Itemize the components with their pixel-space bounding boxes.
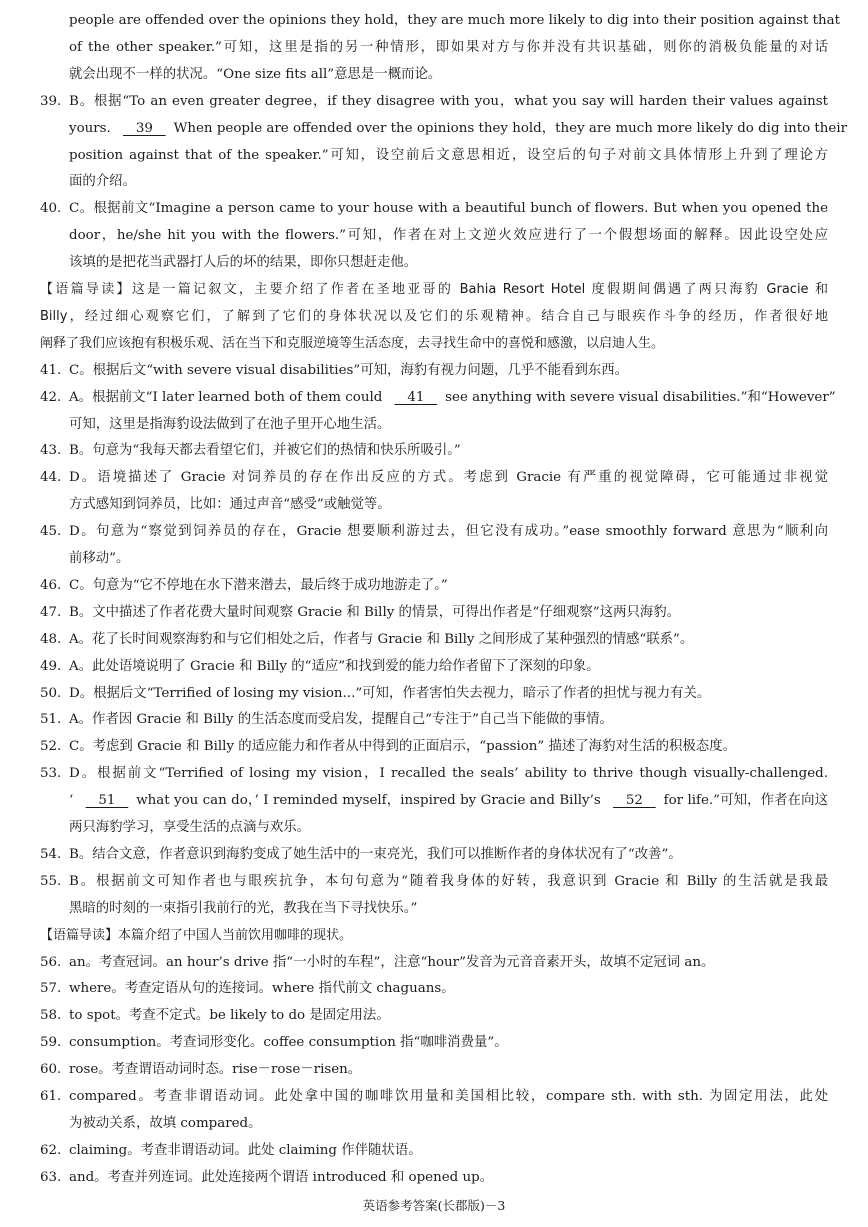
answer-line — [0, 546, 868, 572]
answer-line — [0, 896, 868, 922]
answer-text: Billy，经过细心观察它们，了解到了它们的身体状况以及它们的乐观精神。结合自己与眼疾作斗争的经历，作者很好地 — [40, 308, 828, 324]
answer-text: C。根据前文“Imagine a person came to your house with a beautiful bunch of flowers. But when you opened the — [69, 201, 828, 217]
answer-line — [0, 707, 868, 733]
answer-line — [0, 627, 868, 653]
answer-text-fragment: A。根据前文“I later learned both of them could — [69, 389, 383, 405]
answer-text: door，he/she hit you with the flowers.”可知，作者在对上文逆火效应进行了一个假想场面的解释。因此设空处应 — [69, 228, 828, 244]
answer-text: D。句意为“察觉到饲养员的存在，Gracie 想要顺利游过去，但它没有成功。”ease smoothly forward 意思为“顺利向 — [69, 524, 828, 540]
answer-text: B。句意为“我每天都去看望它们，并被它们的热情和快乐所吸引。” — [69, 443, 461, 459]
answer-line — [0, 950, 868, 976]
answer-line — [0, 169, 868, 195]
question-number: 53. — [40, 766, 62, 782]
answer-text: B。文中描述了作者花费大量时间观察 Gracie 和 Billy 的情景，可得出作者是“仔细观察”这两只海豹。 — [69, 604, 681, 620]
answer-line — [0, 492, 868, 518]
answer-line — [0, 681, 868, 707]
answer-text: D。语境描述了 Gracie 对饲养员的存在作出反应的方式。考虑到 Gracie 有严重的视觉障碍，它可能通过非视觉 — [69, 470, 828, 486]
question-number: 57. — [40, 981, 62, 997]
question-number: 39. — [40, 93, 62, 109]
answer-text-fragment: see anything with severe visual disabilities.”和“However” — [445, 389, 836, 405]
question-number: 40. — [40, 201, 62, 217]
answer-blank: 39 — [123, 120, 166, 136]
answer-line — [0, 1057, 868, 1083]
answer-line — [0, 734, 868, 760]
answer-line — [0, 438, 868, 464]
answer-text — [69, 788, 828, 814]
answer-text: 阐释了我们应该抱有积极乐观、活在当下和克服逆境等生活态度，去寻找生命中的喜悦和感激，以启迪人生。 — [40, 335, 665, 351]
answer-text: B。结合文意，作者意识到海豹变成了她生活中的一束亮光，我们可以推断作者的身体状况有了“改善”。 — [69, 846, 682, 862]
answer-line — [0, 842, 868, 868]
question-number: 48. — [40, 631, 62, 647]
answer-line — [0, 1111, 868, 1137]
answer-line — [0, 788, 868, 814]
answer-text: D。根据后文“Terrified of losing my vision...”可知，作者害怕失去视力，暗示了作者的担忧与视力有关。 — [69, 685, 711, 701]
answer-text: to spot。考查不定式。be likely to do 是固定用法。 — [69, 1008, 390, 1024]
answer-text: 可知，这里是指海豹设法做到了在池子里开心地生活。 — [69, 416, 391, 432]
answer-text: 【语篇导读】这是一篇记叙文，主要介绍了作者在圣地亚哥的 Bahia Resort Hotel 度假期间偶遇了两只海豹 Gracie 和 — [40, 282, 828, 297]
answer-text: of the other speaker.”可知，这里是指的另一种情形，即如果对方与你并没有共识基础，则你的消极负能量的对话 — [69, 39, 828, 55]
question-number: 47. — [40, 604, 62, 620]
answer-text: C。根据后文“with severe visual disabilities”可知，海豹有视力问题，几乎不能看到东西。 — [69, 362, 629, 378]
page-footer: 英语参考答案(长郡版)－3 — [362, 1198, 506, 1213]
answer-text-fragment: for life.”可知，作者在向这 — [663, 793, 828, 809]
answer-line — [0, 89, 868, 115]
question-number: 55. — [40, 873, 62, 889]
answer-text: and。考查并列连词。此处连接两个谓语 introduced 和 opened up。 — [69, 1169, 494, 1185]
question-number: 59. — [40, 1035, 62, 1051]
passage-guide-line — [0, 304, 868, 330]
answer-line — [0, 62, 868, 88]
passage-guide-line — [0, 277, 868, 303]
answer-line — [0, 385, 868, 411]
answer-line — [0, 815, 868, 841]
answer-line — [0, 761, 868, 787]
answer-line — [0, 465, 868, 491]
answer-line — [0, 143, 868, 169]
answer-line — [0, 1165, 868, 1191]
answer-text: 为被动关系，故填 compared。 — [69, 1115, 262, 1131]
question-number: 62. — [40, 1142, 62, 1158]
answer-text — [69, 116, 848, 142]
answer-text: rose。考查谓语动词时态。rise－rose－risen。 — [69, 1062, 362, 1078]
question-number: 51. — [40, 712, 62, 728]
question-number: 52. — [40, 739, 62, 755]
answer-line — [0, 35, 868, 61]
answer-text: A。花了长时间观察海豹和与它们相处之后，作者与 Gracie 和 Billy 之间形成了某种强烈的情感“联系”。 — [69, 631, 694, 647]
answer-line — [0, 116, 868, 142]
answer-line — [0, 412, 868, 438]
answer-line — [0, 654, 868, 680]
answer-text-fragment: yours. — [69, 120, 111, 136]
question-number: 46. — [40, 577, 62, 593]
answer-text: C。考虑到 Gracie 和 Billy 的适应能力和作者从中得到的正面启示，“passion” 描述了海豹对生活的积极态度。 — [69, 739, 736, 755]
answer-line — [0, 250, 868, 276]
answer-text: position against that of the speaker.”可知，设空前后文意思相近，设空后的句子对前文具体情形上升到了理论方 — [69, 147, 828, 163]
answer-line — [0, 600, 868, 626]
question-number: 44. — [40, 470, 62, 486]
answer-line — [0, 869, 868, 895]
question-number: 50. — [40, 685, 62, 701]
answer-line — [0, 196, 868, 222]
question-number: 41. — [40, 362, 62, 378]
answer-line — [0, 358, 868, 384]
answer-text: 【语篇导读】本篇介绍了中国人当前饮用咖啡的现状。 — [40, 927, 353, 943]
answer-line — [0, 1138, 868, 1164]
answer-text: 前移动”。 — [69, 551, 130, 566]
answer-text: people are offended over the opinions they hold，they are much more likely to dig into their position against that — [69, 13, 840, 28]
passage-guide-line — [0, 331, 868, 357]
question-number: 45. — [40, 524, 62, 540]
question-number: 58. — [40, 1008, 62, 1024]
question-number: 56. — [40, 954, 62, 970]
answer-blank: 41 — [394, 389, 438, 405]
answer-text: 两只海豹学习，享受生活的点滴与欢乐。 — [69, 820, 311, 835]
answer-blank: 51 — [85, 793, 129, 809]
answer-text: compared。考查非谓语动词。此处拿中国的咖啡饮用量和美国相比较，compare sth. with sth. 为固定用法，此处 — [69, 1089, 828, 1104]
question-number: 54. — [40, 846, 62, 862]
answer-line — [0, 1030, 868, 1056]
answer-blank: 52 — [613, 793, 656, 809]
answer-text: B。根据前文可知作者也与眼疾抗争，本句句意为“随着我身体的好转，我意识到 Gracie 和 Billy 的生活就是我最 — [69, 873, 828, 889]
answer-text: 方式感知到饲养员，比如：通过声音“感受”或触觉等。 — [69, 497, 391, 513]
answer-line — [0, 519, 868, 545]
answer-line — [0, 223, 868, 249]
answer-line — [0, 1084, 868, 1110]
answer-text: claiming。考查非谓语动词。此处 claiming 作伴随状语。 — [69, 1142, 422, 1158]
answer-text: consumption。考查词形变化。coffee consumption 指“咖啡消费量”。 — [69, 1035, 508, 1051]
answer-text: A。此处语境说明了 Gracie 和 Billy 的“适应”和找到爱的能力给作者留下了深刻的印象。 — [69, 658, 600, 674]
question-number: 63. — [40, 1169, 62, 1185]
answer-text: an。考查冠词。an hour’s drive 指“一小时的车程”，注意“hour”发音为元音音素开头，故填不定冠词 an。 — [69, 954, 715, 970]
answer-text-fragment: ‘ — [69, 793, 74, 809]
answer-text: 就会出现不一样的状况。“One size fits all”意思是一概而论。 — [69, 66, 442, 82]
passage-guide-line — [0, 923, 868, 949]
question-number: 49. — [40, 658, 62, 674]
answer-text: where。考查定语从句的连接词。where 指代前文 chaguans。 — [69, 981, 455, 997]
answer-text: B。根据“To an even greater degree，if they disagree with you，what you say will harden their values against — [69, 93, 828, 109]
answer-text: A。作者因 Gracie 和 Billy 的生活态度而受启发，提醒自己“专注于”自己当下能做的事情。 — [69, 712, 613, 728]
answer-line — [0, 1003, 868, 1029]
answer-line — [0, 573, 868, 599]
answer-text-fragment: When people are offended over the opinions they hold，they are much more likely do dig into their — [173, 120, 848, 136]
answer-text: D。根据前文“Terrified of losing my vision，I recalled the seals’ ability to thrive though visually-challenged. — [69, 766, 828, 782]
answer-text: 黑暗的时刻的一束指引我前行的光，教我在当下寻找快乐。” — [69, 900, 418, 916]
answer-line — [0, 8, 868, 34]
answer-text-fragment: what you can do，’ I reminded myself，inspired by Gracie and Billy’s — [136, 793, 601, 809]
answer-text: C。句意为“它不停地在水下潜来潜去，最后终于成功地游走了。” — [69, 577, 448, 593]
answer-line — [0, 976, 868, 1002]
answer-text: 面的介绍。 — [69, 174, 136, 190]
answer-text: 该填的是把花当武器打人后的坏的结果，即你只想赶走他。 — [69, 255, 418, 271]
question-number: 60. — [40, 1062, 62, 1078]
question-number: 42. — [40, 389, 62, 405]
question-number: 61. — [40, 1089, 62, 1104]
answer-text — [69, 385, 836, 411]
question-number: 43. — [40, 443, 62, 459]
